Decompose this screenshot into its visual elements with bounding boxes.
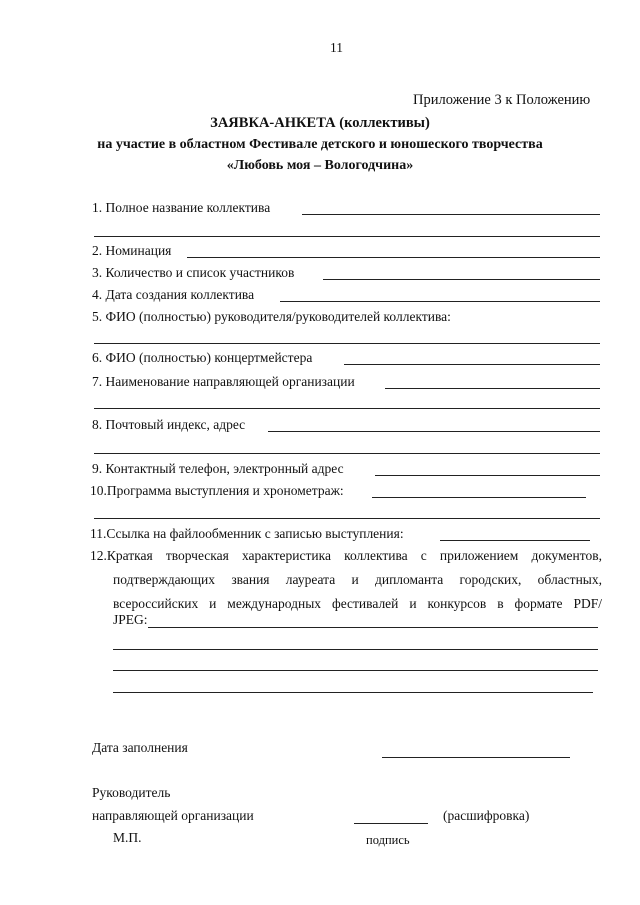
item-12-field-cont1[interactable] — [113, 649, 598, 650]
item-12-line4: JPEG: — [113, 612, 148, 627]
stamp-label: М.П. — [113, 830, 142, 845]
item-11-field[interactable] — [440, 540, 590, 541]
item-8-field-cont[interactable] — [94, 453, 600, 454]
item-10-field[interactable] — [372, 497, 586, 498]
item-8-label: 8. Почтовый индекс, адрес — [92, 417, 246, 432]
item-12-field-cont3[interactable] — [113, 692, 593, 693]
item-1-field-cont[interactable] — [94, 236, 600, 237]
date-label: Дата заполнения — [92, 740, 188, 755]
page-number: 11 — [330, 40, 343, 55]
item-12-line1: 12.Краткая творческая характеристика коллектива с приложением документов, — [90, 548, 602, 563]
item-12-line3: всероссийских и международных фестивалей и конкурсов в формате PDF/ — [113, 596, 602, 611]
item-7-field-cont[interactable] — [94, 408, 600, 409]
item-1-field[interactable] — [302, 214, 600, 215]
item-11-label: 11.Ссылка на файлообменник с записью выступления: — [90, 526, 404, 541]
item-12-field-cont2[interactable] — [113, 670, 598, 671]
item-4-field[interactable] — [280, 301, 600, 302]
item-1-label: 1. Полное название коллектива — [92, 200, 271, 215]
item-10-label: 10.Программа выступления и хронометраж: — [90, 483, 344, 498]
item-10-field-cont[interactable] — [94, 518, 600, 519]
form-subtitle-line1: на участие в областном Фестивале детского и юношеского творчества — [97, 137, 543, 152]
signature-field[interactable] — [354, 823, 428, 824]
form-title: ЗАЯВКА-АНКЕТА (коллективы) — [210, 115, 430, 131]
item-6-field[interactable] — [344, 364, 600, 365]
date-field[interactable] — [382, 757, 570, 758]
item-5-label: 5. ФИО (полностью) руководителя/руководителей коллектива: — [92, 309, 451, 324]
item-9-field[interactable] — [375, 475, 600, 476]
item-2-field[interactable] — [187, 257, 600, 258]
item-2-label: 2. Номинация — [92, 243, 172, 258]
appendix-label: Приложение 3 к Положению — [413, 92, 591, 108]
item-3-label: 3. Количество и список участников — [92, 265, 295, 280]
item-4-label: 4. Дата создания коллектива — [92, 287, 255, 302]
item-12-field[interactable] — [148, 627, 598, 628]
item-9-label: 9. Контактный телефон, электронный адрес — [92, 461, 344, 476]
item-8-field[interactable] — [268, 431, 600, 432]
item-7-label: 7. Наименование направляющей организации — [92, 374, 355, 389]
form-subtitle-line2: «Любовь моя – Вологодчина» — [226, 158, 414, 173]
item-3-field[interactable] — [323, 279, 600, 280]
head-label-line2: направляющей организации — [92, 808, 254, 823]
item-12-line2: подтверждающих звания лауреата и дипломанта городских, областных, — [113, 572, 602, 587]
item-5-field[interactable] — [94, 343, 600, 344]
item-7-field[interactable] — [385, 388, 600, 389]
decode-label: (расшифровка) — [443, 808, 530, 823]
item-6-label: 6. ФИО (полностью) концертмейстера — [92, 350, 313, 365]
signature-label: подпись — [366, 833, 410, 847]
head-label-line1: Руководитель — [92, 785, 171, 800]
